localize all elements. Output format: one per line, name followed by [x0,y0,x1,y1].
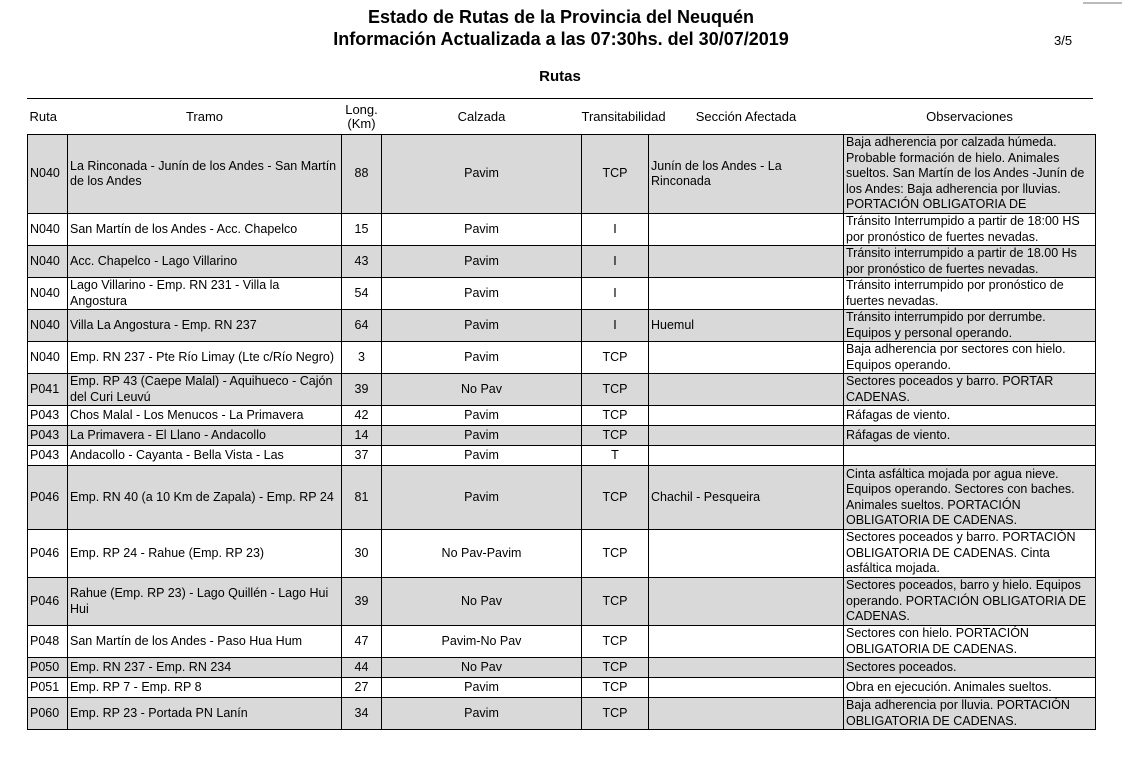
table-row [28,578,1096,626]
col-header-tramo: Tramo [185,109,224,124]
cell-ruta: P051 [28,678,68,698]
cell-seccion [649,626,844,658]
top-edge-line [1083,2,1122,4]
cell-long: 30 [342,530,382,578]
cell-long: 39 [342,374,382,406]
cell-observaciones: Ráfagas de viento. [844,426,1096,446]
cell-transitabilidad: I [582,246,649,278]
cell-tramo: Emp. RP 7 - Emp. RP 8 [68,678,342,698]
cell-long: 27 [342,678,382,698]
cell-ruta: N040 [28,342,68,374]
cell-transitabilidad: TCP [582,406,649,426]
table-row [28,342,1096,374]
cell-tramo: Emp. RN 237 - Emp. RN 234 [68,658,342,678]
col-header-ruta: Ruta [29,109,57,124]
cell-observaciones: Sectores poceados y barro. PORTAR CADENAS. [844,374,1096,406]
cell-long: 39 [342,578,382,626]
cell-seccion [649,214,844,246]
cell-seccion [649,658,844,678]
cell-transitabilidad: TCP [582,530,649,578]
cell-calzada: No Pav [382,374,582,406]
cell-ruta: N040 [28,278,68,310]
cell-observaciones: Sectores poceados. [844,658,1096,678]
table-row [28,278,1096,310]
cell-transitabilidad: TCP [582,135,649,214]
cell-calzada: Pavim [382,342,582,374]
cell-observaciones: Sectores con hielo. PORTACIÓN OBLIGATORIA DE CADENAS. [844,626,1096,658]
cell-ruta: P046 [28,530,68,578]
cell-tramo: Andacollo - Cayanta - Bella Vista - Las [68,446,342,466]
cell-long: 47 [342,626,382,658]
cell-tramo: Villa La Angostura - Emp. RN 237 [68,310,342,342]
cell-ruta: P050 [28,658,68,678]
report-title: Estado de Rutas de la Provincia del Neuquén [367,7,755,27]
cell-observaciones: Tránsito interrumpido a partir de 18.00 Hs por pronóstico de fuertes nevadas. [844,246,1096,278]
table-row [28,678,1096,698]
table-row [28,530,1096,578]
cell-calzada: Pavim [382,446,582,466]
cell-seccion [649,406,844,426]
cell-tramo: Rahue (Emp. RP 23) - Lago Quillén - Lago Hui Hui [68,578,342,626]
cell-observaciones: Sectores poceados, barro y hielo. Equipos operando. PORTACIÓN OBLIGATORIA DE CADENAS. [844,578,1096,626]
cell-observaciones: Baja adherencia por calzada húmeda. Probable formación de hielo. Animales sueltos. San Martín de los Andes -Junín de los Andes: Baja adherencia por lluvias. PORTACIÓN OBLIGATORIA DE [844,135,1096,214]
cell-calzada: Pavim [382,698,582,730]
cell-ruta: P043 [28,426,68,446]
cell-observaciones: Tránsito interrumpido por derrumbe. Equipos y personal operando. [844,310,1096,342]
section-title: Rutas [539,68,581,85]
cell-transitabilidad: TCP [582,342,649,374]
cell-transitabilidad: TCP [582,678,649,698]
report-subtitle: Información Actualizada a las 07:30hs. del 30/07/2019 [333,29,789,49]
cell-calzada: Pavim-No Pav [382,626,582,658]
cell-long: 14 [342,426,382,446]
cell-seccion [649,246,844,278]
cell-transitabilidad: TCP [582,466,649,530]
cell-calzada: Pavim [382,678,582,698]
cell-observaciones [844,446,1096,466]
cell-observaciones: Tránsito interrumpido por pronóstico de fuertes nevadas. [844,278,1096,310]
cell-tramo: Acc. Chapelco - Lago Villarino [68,246,342,278]
cell-seccion [649,342,844,374]
cell-tramo: Emp. RN 237 - Pte Río Limay (Lte c/Río Negro) [68,342,342,374]
cell-transitabilidad: TCP [582,658,649,678]
table-row [28,466,1096,530]
cell-calzada: Pavim [382,246,582,278]
cell-tramo: Emp. RP 24 - Rahue (Emp. RP 23) [68,530,342,578]
cell-transitabilidad: TCP [582,374,649,406]
cell-long: 3 [342,342,382,374]
cell-seccion [649,374,844,406]
cell-seccion [649,578,844,626]
cell-tramo: Chos Malal - Los Menucos - La Primavera [68,406,342,426]
col-header-transitabilidad: Transitabilidad [581,109,666,124]
cell-transitabilidad: TCP [582,698,649,730]
cell-seccion [649,446,844,466]
cell-ruta: N040 [28,135,68,214]
cell-transitabilidad: I [582,310,649,342]
cell-calzada: Pavim [382,426,582,446]
cell-seccion [649,278,844,310]
header-rule [27,98,1093,99]
cell-long: 43 [342,246,382,278]
col-header-seccion: Sección Afectada [695,109,797,124]
cell-long: 37 [342,446,382,466]
table-row [28,446,1096,466]
cell-long: 42 [342,406,382,426]
table-row [28,246,1096,278]
cell-ruta: N040 [28,246,68,278]
table-row [28,374,1096,406]
table-row [28,406,1096,426]
cell-observaciones: Ráfagas de viento. [844,406,1096,426]
cell-ruta: P041 [28,374,68,406]
cell-seccion: Junín de los Andes - La Rinconada [649,135,844,214]
cell-long: 64 [342,310,382,342]
table-row [28,698,1096,730]
table-header-row [28,100,1096,135]
cell-ruta: P060 [28,698,68,730]
cell-ruta: P046 [28,578,68,626]
cell-ruta: N040 [28,214,68,246]
cell-long: 34 [342,698,382,730]
cell-observaciones: Baja adherencia por sectores con hielo. Equipos operando. [844,342,1096,374]
cell-long: 88 [342,135,382,214]
cell-ruta: P046 [28,466,68,530]
cell-tramo: Lago Villarino - Emp. RN 231 - Villa la Angostura [68,278,342,310]
col-header-long: Long. (Km) [345,102,378,131]
cell-calzada: Pavim [382,278,582,310]
table-row [28,135,1096,214]
cell-calzada: No Pav-Pavim [382,530,582,578]
cell-calzada: Pavim [382,466,582,530]
cell-calzada: No Pav [382,578,582,626]
cell-observaciones: Sectores poceados y barro. PORTACIÓN OBLIGATORIA DE CADENAS. Cinta asfáltica mojada. [844,530,1096,578]
cell-transitabilidad: I [582,214,649,246]
cell-tramo: San Martín de los Andes - Acc. Chapelco [68,214,342,246]
cell-calzada: Pavim [382,214,582,246]
page-number: 3/5 [1054,33,1073,48]
cell-long: 54 [342,278,382,310]
cell-tramo: Emp. RP 43 (Caepe Malal) - Aquihueco - Cajón del Curi Leuvú [68,374,342,406]
cell-long: 44 [342,658,382,678]
cell-ruta: P043 [28,406,68,426]
cell-calzada: Pavim [382,310,582,342]
table-row [28,310,1096,342]
cell-tramo: Emp. RP 23 - Portada PN Lanín [68,698,342,730]
cell-long: 81 [342,466,382,530]
cell-transitabilidad: TCP [582,626,649,658]
cell-seccion [649,698,844,730]
cell-calzada: Pavim [382,406,582,426]
cell-tramo: Emp. RN 40 (a 10 Km de Zapala) - Emp. RP 24 [68,466,342,530]
cell-calzada: No Pav [382,658,582,678]
cell-observaciones: Cinta asfáltica mojada por agua nieve. Equipos operando. Sectores con baches. Animales sueltos. PORTACIÓN OBLIGATORIA DE CADENAS. [844,466,1096,530]
cell-observaciones: Tránsito Interrumpido a partir de 18:00 HS por pronóstico de fuertes nevadas. [844,214,1096,246]
cell-observaciones: Baja adherencia por lluvia. PORTACIÓN OBLIGATORIA DE CADENAS. [844,698,1096,730]
table-row [28,626,1096,658]
cell-transitabilidad: T [582,446,649,466]
cell-seccion [649,678,844,698]
cell-seccion: Huemul [649,310,844,342]
routes-table [27,100,1096,730]
cell-tramo: San Martín de los Andes - Paso Hua Hum [68,626,342,658]
cell-seccion [649,530,844,578]
col-header-calzada: Calzada [457,109,506,124]
cell-calzada: Pavim [382,135,582,214]
cell-ruta: P043 [28,446,68,466]
cell-tramo: La Primavera - El Llano - Andacollo [68,426,342,446]
cell-ruta: P048 [28,626,68,658]
cell-observaciones: Obra en ejecución. Animales sueltos. [844,678,1096,698]
cell-transitabilidad: TCP [582,426,649,446]
cell-transitabilidad: I [582,278,649,310]
table-row [28,426,1096,446]
table-row [28,658,1096,678]
cell-long: 15 [342,214,382,246]
cell-seccion [649,426,844,446]
cell-tramo: La Rinconada - Junín de los Andes - San Martín de los Andes [68,135,342,214]
cell-seccion: Chachil - Pesqueira [649,466,844,530]
table-row [28,214,1096,246]
cell-ruta: N040 [28,310,68,342]
cell-transitabilidad: TCP [582,578,649,626]
col-header-observaciones: Observaciones [926,109,1013,124]
